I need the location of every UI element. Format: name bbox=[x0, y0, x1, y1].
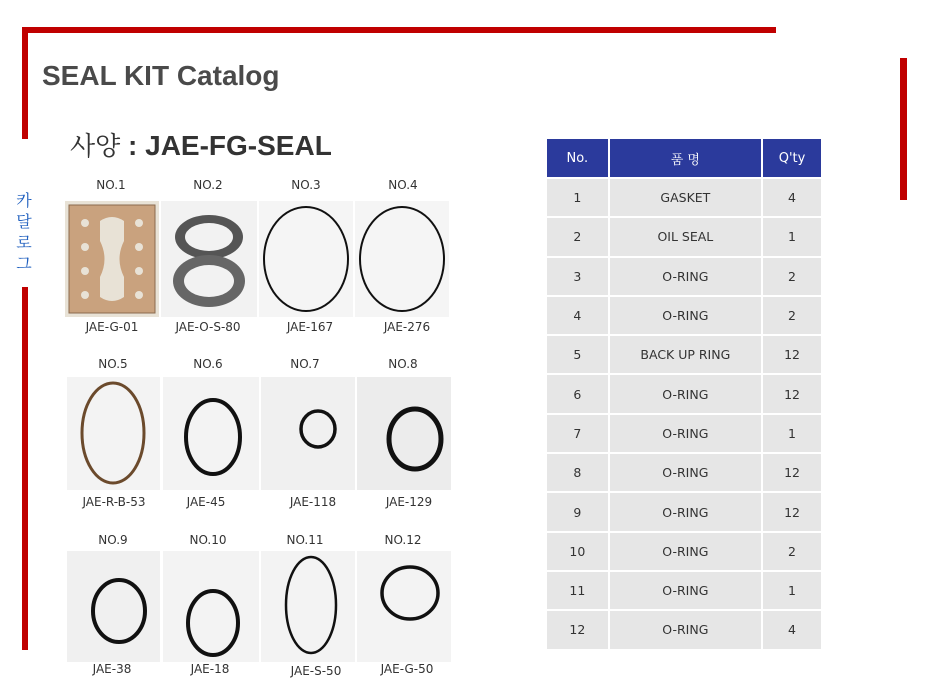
page-title: SEAL KIT Catalog bbox=[42, 60, 280, 91]
table-row bbox=[547, 375, 821, 412]
cell-no: 2 bbox=[547, 218, 608, 255]
cell-no: 6 bbox=[547, 375, 608, 412]
cell-no: 10 bbox=[547, 533, 608, 570]
spec-subtitle bbox=[70, 126, 332, 163]
parts-table bbox=[545, 137, 823, 651]
cell-name: BACK UP RING bbox=[610, 336, 761, 373]
cell-qty: 1 bbox=[763, 572, 821, 609]
table-row bbox=[547, 611, 821, 648]
left-accent-bar bbox=[22, 27, 28, 139]
table-row bbox=[547, 454, 821, 491]
header-no: No. bbox=[547, 139, 608, 177]
part-number-label: NO.5 bbox=[98, 357, 128, 371]
part-photo-o-ring bbox=[67, 551, 160, 662]
cell-qty: 2 bbox=[763, 533, 821, 570]
cell-name: O-RING bbox=[610, 533, 761, 570]
cell-no: 4 bbox=[547, 297, 608, 334]
cell-name: O-RING bbox=[610, 375, 761, 412]
table-row bbox=[547, 336, 821, 373]
part-number-label: NO.2 bbox=[193, 178, 223, 192]
part-photo-o-ring bbox=[163, 551, 259, 662]
o-ring-image bbox=[261, 377, 355, 490]
part-number-label: NO.10 bbox=[189, 533, 227, 547]
part-number-label: NO.7 bbox=[290, 357, 320, 371]
cell-name: OIL SEAL bbox=[610, 218, 761, 255]
part-photo-oil-seal bbox=[161, 201, 257, 317]
part-photo-o-ring bbox=[357, 377, 451, 490]
side-label: 카달로그 bbox=[16, 191, 32, 273]
part-code-label: JAE-S-50 bbox=[290, 664, 342, 678]
part-photo-o-ring bbox=[261, 551, 355, 662]
part-photo-backup-ring bbox=[67, 377, 160, 490]
o-ring-image bbox=[261, 551, 355, 662]
part-photo-o-ring bbox=[259, 201, 353, 317]
top-accent-bar bbox=[22, 27, 776, 33]
cell-no: 3 bbox=[547, 258, 608, 295]
cell-name: O-RING bbox=[610, 297, 761, 334]
o-ring-image bbox=[67, 551, 160, 662]
table-row bbox=[547, 258, 821, 295]
spec-code: JAE-FG-SEAL bbox=[145, 130, 332, 161]
cell-name: O-RING bbox=[610, 572, 761, 609]
header-name: 품 명 bbox=[610, 139, 761, 177]
part-code-label: JAE-118 bbox=[289, 495, 337, 509]
cell-no: 8 bbox=[547, 454, 608, 491]
part-number-label: NO.9 bbox=[98, 533, 128, 547]
table-header-row bbox=[547, 139, 821, 177]
part-code-label: JAE-O-S-80 bbox=[175, 320, 241, 334]
cell-no: 9 bbox=[547, 493, 608, 530]
table-row bbox=[547, 415, 821, 452]
table-row bbox=[547, 297, 821, 334]
part-number-label: NO.1 bbox=[96, 178, 126, 192]
part-code-label: JAE-167 bbox=[286, 320, 334, 334]
part-code-label: JAE-276 bbox=[383, 320, 431, 334]
cell-qty: 12 bbox=[763, 336, 821, 373]
part-photo-o-ring bbox=[163, 377, 259, 490]
cell-qty: 2 bbox=[763, 258, 821, 295]
part-number-label: NO.6 bbox=[193, 357, 223, 371]
o-ring-image bbox=[259, 201, 353, 317]
side-accent-bar bbox=[22, 287, 28, 650]
part-code-label: JAE-G-50 bbox=[380, 662, 434, 676]
o-ring-image bbox=[163, 377, 259, 490]
cell-qty: 12 bbox=[763, 454, 821, 491]
o-ring-image bbox=[357, 377, 451, 490]
part-photo-gasket bbox=[65, 201, 159, 317]
part-photo-o-ring bbox=[261, 377, 355, 490]
spec-prefix: 사양 bbox=[70, 132, 121, 162]
part-code-label: JAE-38 bbox=[92, 662, 132, 676]
part-code-label: JAE-45 bbox=[186, 495, 226, 509]
o-ring-image bbox=[163, 551, 259, 662]
cell-no: 7 bbox=[547, 415, 608, 452]
cell-name: GASKET bbox=[610, 179, 761, 216]
part-code-label: JAE-129 bbox=[385, 495, 433, 509]
cell-no: 5 bbox=[547, 336, 608, 373]
part-code-label: JAE-G-01 bbox=[85, 320, 139, 334]
oil-seal-image bbox=[161, 201, 257, 317]
part-photo-o-ring bbox=[355, 201, 449, 317]
part-number-label: NO.11 bbox=[286, 533, 324, 547]
part-number-label: NO.8 bbox=[388, 357, 418, 371]
cell-name: O-RING bbox=[610, 611, 761, 648]
cell-no: 11 bbox=[547, 572, 608, 609]
cell-name: O-RING bbox=[610, 415, 761, 452]
cell-name: O-RING bbox=[610, 454, 761, 491]
table-row bbox=[547, 533, 821, 570]
table-row bbox=[547, 493, 821, 530]
cell-qty: 12 bbox=[763, 493, 821, 530]
spec-separator: : bbox=[120, 130, 146, 161]
o-ring-image bbox=[355, 201, 449, 317]
cell-qty: 2 bbox=[763, 297, 821, 334]
right-accent-bar bbox=[900, 58, 907, 200]
cell-qty: 1 bbox=[763, 218, 821, 255]
o-ring-image bbox=[357, 551, 451, 662]
cell-no: 12 bbox=[547, 611, 608, 648]
part-number-label: NO.12 bbox=[384, 533, 422, 547]
header-qty: Q'ty bbox=[763, 139, 821, 177]
cell-no: 1 bbox=[547, 179, 608, 216]
table-row bbox=[547, 179, 821, 216]
part-number-label: NO.3 bbox=[291, 178, 321, 192]
cell-qty: 4 bbox=[763, 179, 821, 216]
part-photo-o-ring bbox=[357, 551, 451, 662]
cell-qty: 4 bbox=[763, 611, 821, 648]
part-number-label: NO.4 bbox=[388, 178, 418, 192]
cell-name: O-RING bbox=[610, 493, 761, 530]
cell-qty: 12 bbox=[763, 375, 821, 412]
cell-qty: 1 bbox=[763, 415, 821, 452]
part-code-label: JAE-R-B-53 bbox=[82, 495, 146, 509]
part-code-label: JAE-18 bbox=[190, 662, 230, 676]
table-row bbox=[547, 572, 821, 609]
gasket-image bbox=[65, 201, 159, 317]
backup-ring-image bbox=[67, 377, 160, 490]
cell-name: O-RING bbox=[610, 258, 761, 295]
table-row bbox=[547, 218, 821, 255]
